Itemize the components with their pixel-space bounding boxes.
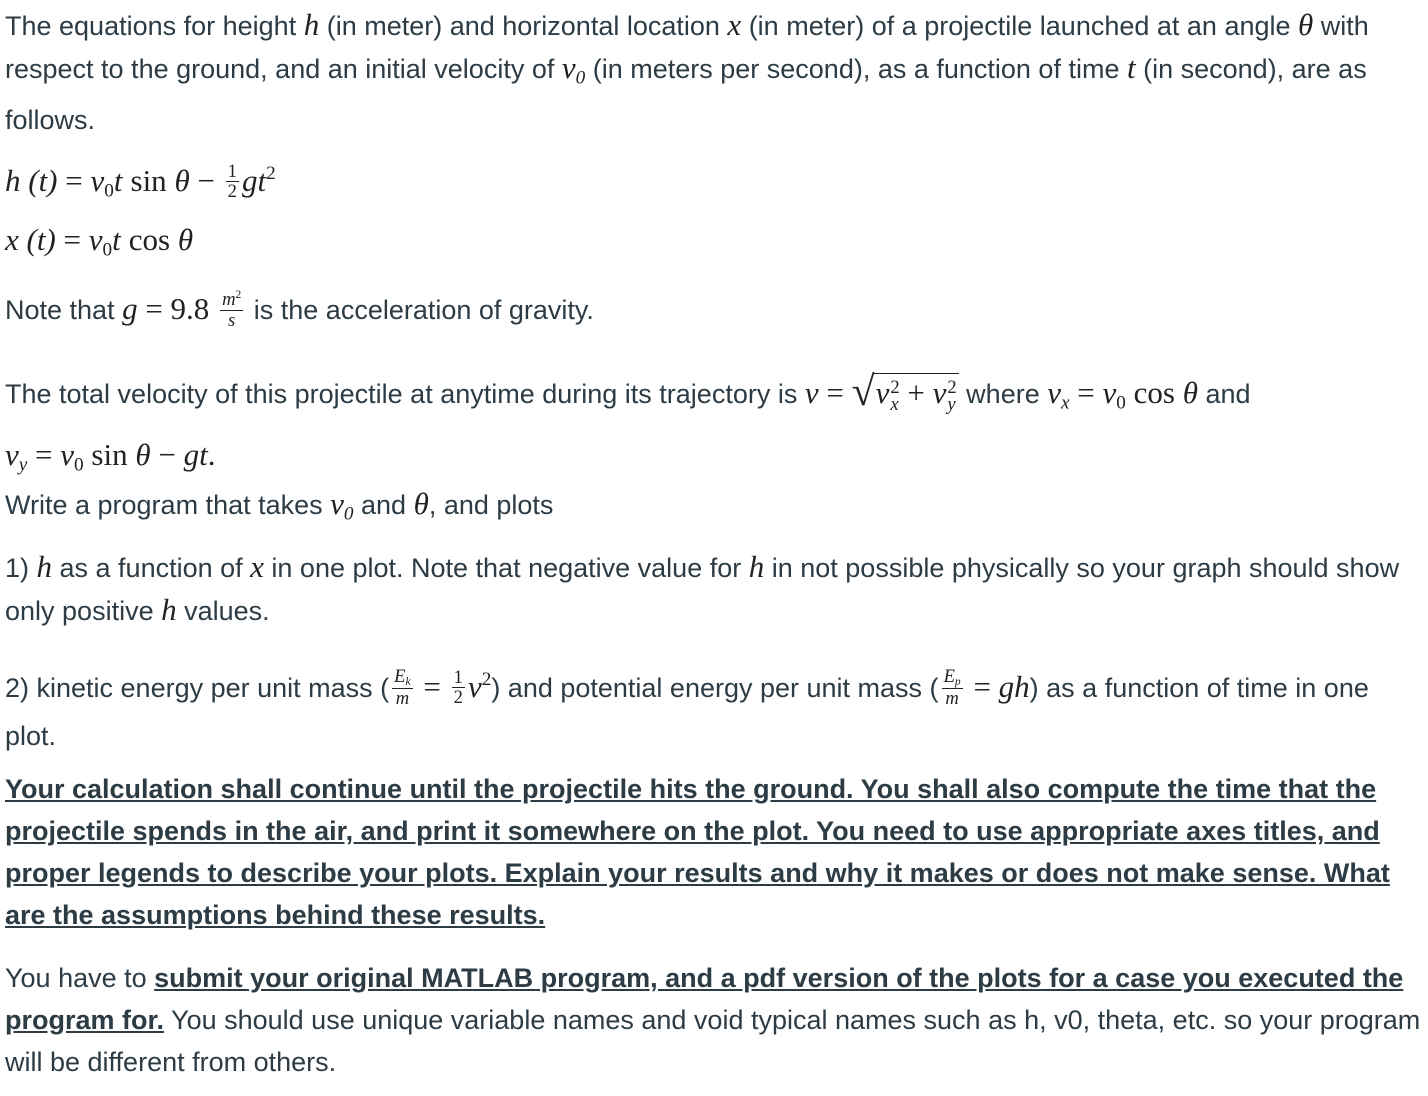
intro-paragraph: The equations for height h (in meter) and horizontal location x (in meter) of a projectile launched at an angle θ with respect to the ground, and an initial velocity of $v_0$ (in meters per second), as a function of time t (in second), are as follows. [5, 7, 1369, 136]
fraction-ep-per-m: $\frac{E_p}{m}$ [943, 665, 961, 710]
task-item-1: 1) h as a function of x in one plot. Note that negative value for h in not possible physically so your graph should show only positive h values. [5, 549, 1400, 627]
task-item-2: 2) kinetic energy per unit mass ( $\frac{E_k}{m}$ = $\frac{1}{2}$ $v^2$) and potential energy per unit mass ( $\frac{E_p}{m}$ = gh) as a function of time in one plot. [5, 665, 1369, 751]
equation-height: h $(t) = v_0t$ sin θ − $\frac{1}{2}$ $gt^2$ [5, 160, 276, 203]
fraction-one-half: $\frac{1}{2}$ [227, 160, 237, 203]
symbol-t: t [1126, 50, 1136, 85]
fraction-half: $\frac{1}{2}$ [453, 666, 463, 709]
requirements-paragraph: Your calculation shall continue until the projectile hits the ground. You shall also compute the time that the projectile spends in the air, and print it somewhere on the plot. You need to use appropriate axes titles, and proper legends to describe your plots. Explain your results and why it makes or does not make sense. What are the assumptions behind these results. [5, 774, 1390, 930]
symbol-h: h [303, 7, 320, 42]
submission-paragraph: You have to submit your original MATLAB program, and a pdf version of the plots for a case you executed the program for. You should use unique variable names and void typical names such as h, v0, theta, etc. so your program will be different from others. [5, 963, 1421, 1077]
equation-horizontal: x $(t) = v_0t$ cos θ [5, 222, 194, 261]
square-root: √ v 2 x + v 2 y [851, 368, 957, 416]
write-program-line: Write a program that takes $v_0$ and θ, and plots [5, 486, 554, 525]
symbol-theta: θ [1298, 7, 1314, 42]
symbol-x: x [727, 7, 742, 42]
velocity-paragraph: The total velocity of this projectile at anytime during its trajectory is v = √ v 2 x + v 2 y where $v_x = v_0$ cos θ and $v_y = v_0$ sin θ − gt. [5, 368, 1251, 476]
symbol-v0: $v_0$ [561, 50, 586, 89]
gravity-note: Note that g = 9.8 $\frac{m^2}{s}$ is the acceleration of gravity. [5, 289, 594, 331]
fraction-gravity-units: $\frac{m^2}{s}$ [222, 289, 242, 331]
fraction-ek-per-m: $\frac{E_k}{m}$ [394, 665, 411, 710]
